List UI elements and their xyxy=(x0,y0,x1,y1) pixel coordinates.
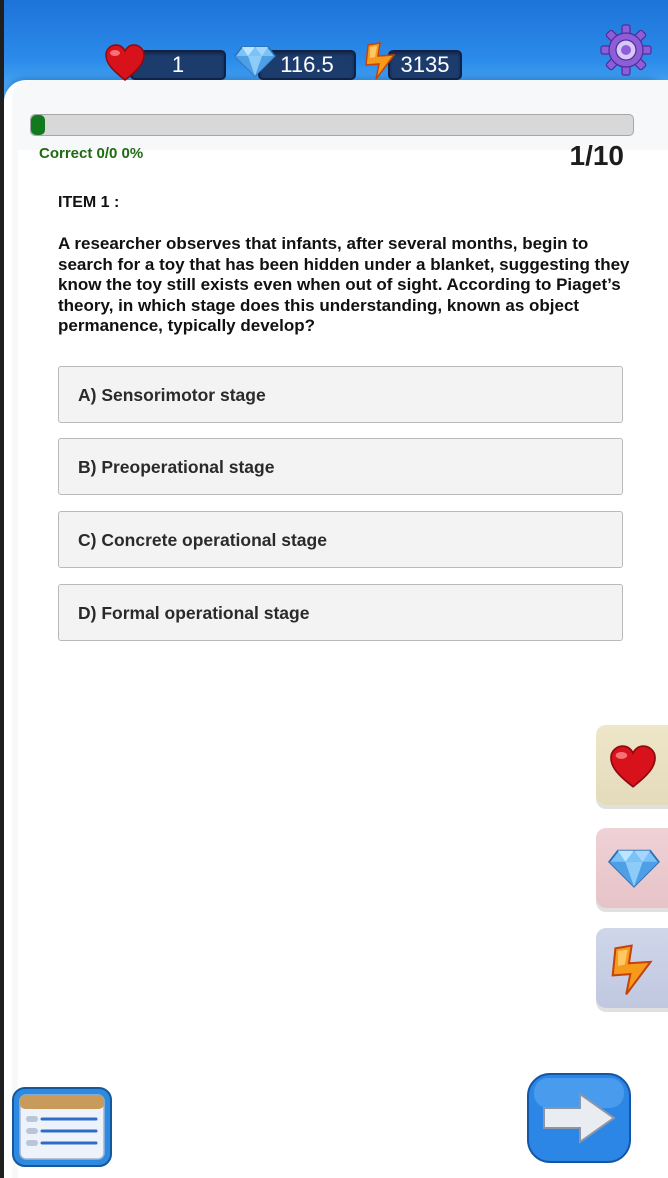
answer-option-b[interactable]: B) Preoperational stage xyxy=(58,438,623,495)
item-label: ITEM 1 : xyxy=(58,194,120,211)
lives-value: 1 xyxy=(171,52,185,77)
correct-score: Correct 0/0 0% xyxy=(39,145,144,162)
question-counter: 1/10 xyxy=(569,140,624,171)
question-text: A researcher observes that infants, after several months, begin to search for a toy that has been hidden under a blanket, suggesting they know the toy still exists even when out of sight. According to Piaget’s theory, in which stage does this understanding, known as object permanence, typically develop? xyxy=(58,234,630,335)
answer-option-d[interactable]: D) Formal operational stage xyxy=(58,584,623,641)
energy-counter xyxy=(388,50,462,80)
window-edge xyxy=(0,0,4,1178)
progress-bar xyxy=(30,114,634,136)
lightning-icon xyxy=(610,944,656,996)
heart-icon xyxy=(608,745,658,789)
gems-value: 116.5 xyxy=(280,52,334,77)
diamond-icon xyxy=(234,45,276,77)
lightning-icon xyxy=(364,42,398,80)
answer-option-a[interactable]: A) Sensorimotor stage xyxy=(58,366,623,423)
gem-powerup-button[interactable] xyxy=(596,828,668,908)
heart-icon xyxy=(104,44,146,82)
energy-powerup-button[interactable] xyxy=(596,928,668,1008)
arrow-right-icon[interactable] xyxy=(526,1072,632,1164)
answer-option-c[interactable]: C) Concrete operational stage xyxy=(58,511,623,568)
progress-fill xyxy=(31,115,45,135)
diamond-icon xyxy=(608,844,660,892)
energy-value: 3135 xyxy=(400,52,450,77)
gear-icon[interactable] xyxy=(600,24,652,76)
heart-powerup-button[interactable] xyxy=(596,725,668,805)
list-icon[interactable] xyxy=(12,1087,112,1167)
